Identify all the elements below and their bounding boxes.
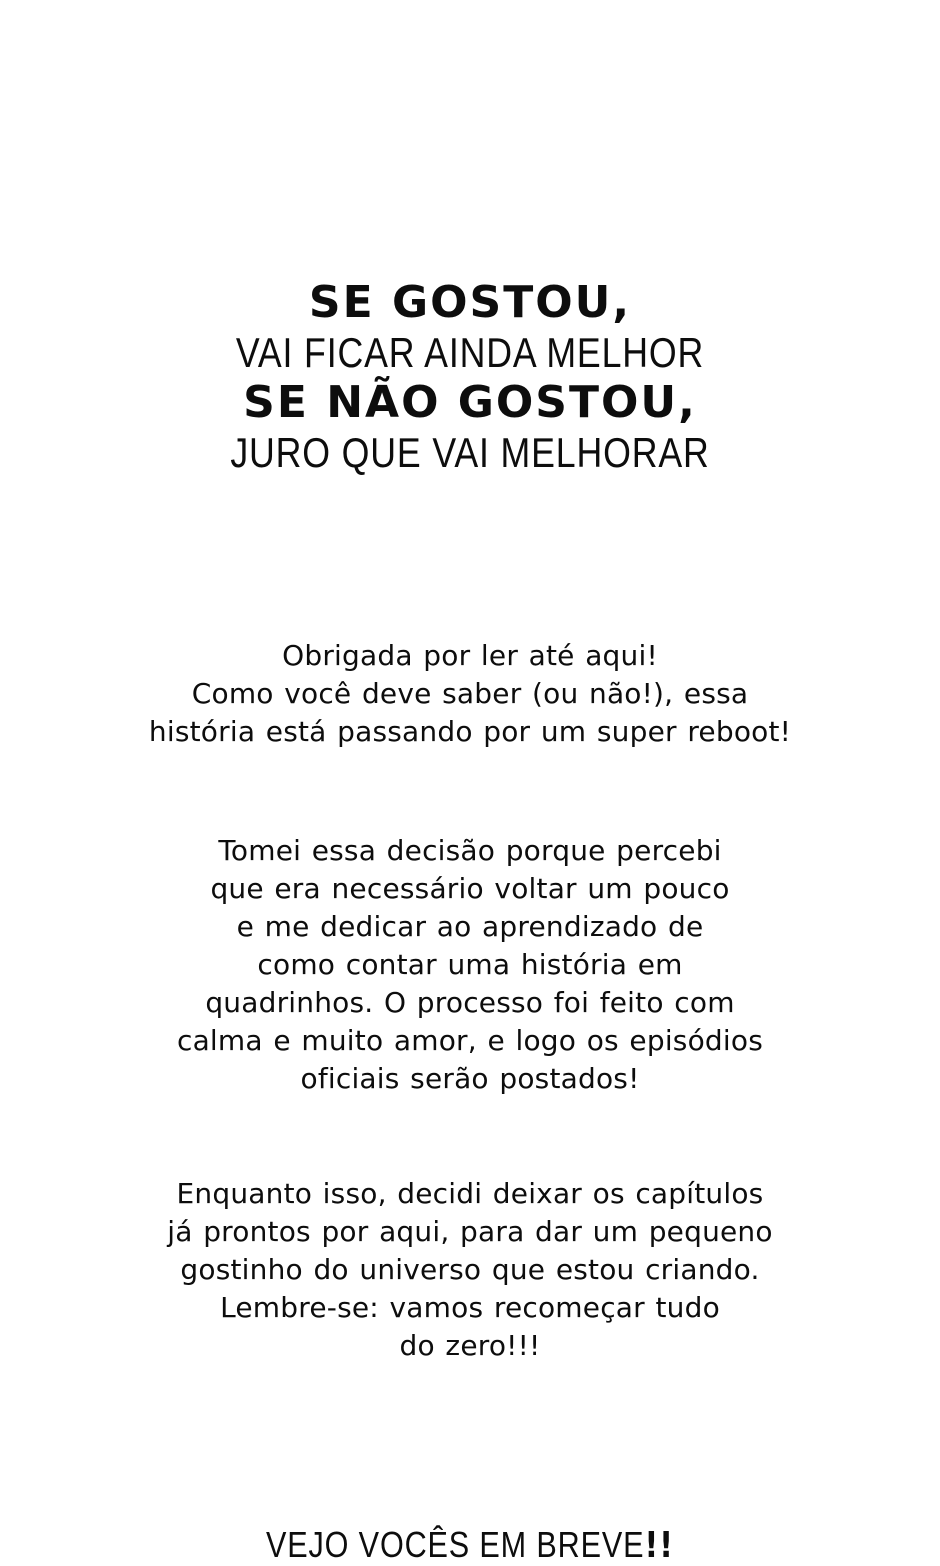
text-line: e me dedicar ao aprendizado de xyxy=(236,910,704,943)
text-line: já prontos por aqui, para dar um pequeno xyxy=(167,1215,773,1248)
text-line: história está passando por um super reboot! xyxy=(148,715,792,748)
text-line: do zero!!! xyxy=(399,1329,541,1362)
footer-text: VEJO VOCÊS EM BREVE xyxy=(266,1524,645,1565)
text-line: Enquanto isso, decidi deixar os capítulos xyxy=(176,1177,764,1210)
text-line: Obrigada por ler até aqui! xyxy=(282,639,658,672)
text-line: calma e muito amor, e logo os episódios xyxy=(176,1024,763,1057)
text-line: oficiais serão postados! xyxy=(300,1062,640,1095)
title-line-se-nao-gostou: SE NÃO GOSTOU, xyxy=(243,377,697,428)
footer-exclamation: !! xyxy=(644,1525,674,1566)
text-line: como contar uma história em xyxy=(257,948,683,981)
footer-see-you-soon xyxy=(71,1525,870,1566)
paragraph-chapters xyxy=(0,1175,940,1365)
paragraph-thanks xyxy=(0,637,940,751)
text-line: Tomei essa decisão porque percebi xyxy=(218,834,722,867)
text-line: Como você deve saber (ou não!), essa xyxy=(191,677,749,710)
title-block xyxy=(0,278,940,478)
title-line-juro-que: JURO QUE VAI MELHORAR xyxy=(230,429,710,476)
title-line-se-gostou: SE GOSTOU, xyxy=(308,277,632,328)
text-line: gostinho do universo que estou criando. xyxy=(180,1253,760,1286)
text-line: que era necessário voltar um pouco xyxy=(210,872,730,905)
text-line: Lembre-se: vamos recomeçar tudo xyxy=(220,1291,720,1324)
title-line-vai-ficar: VAI FICAR AINDA MELHOR xyxy=(235,329,705,376)
text-line: quadrinhos. O processo foi feito com xyxy=(205,986,735,1019)
paragraph-decision xyxy=(0,832,940,1098)
